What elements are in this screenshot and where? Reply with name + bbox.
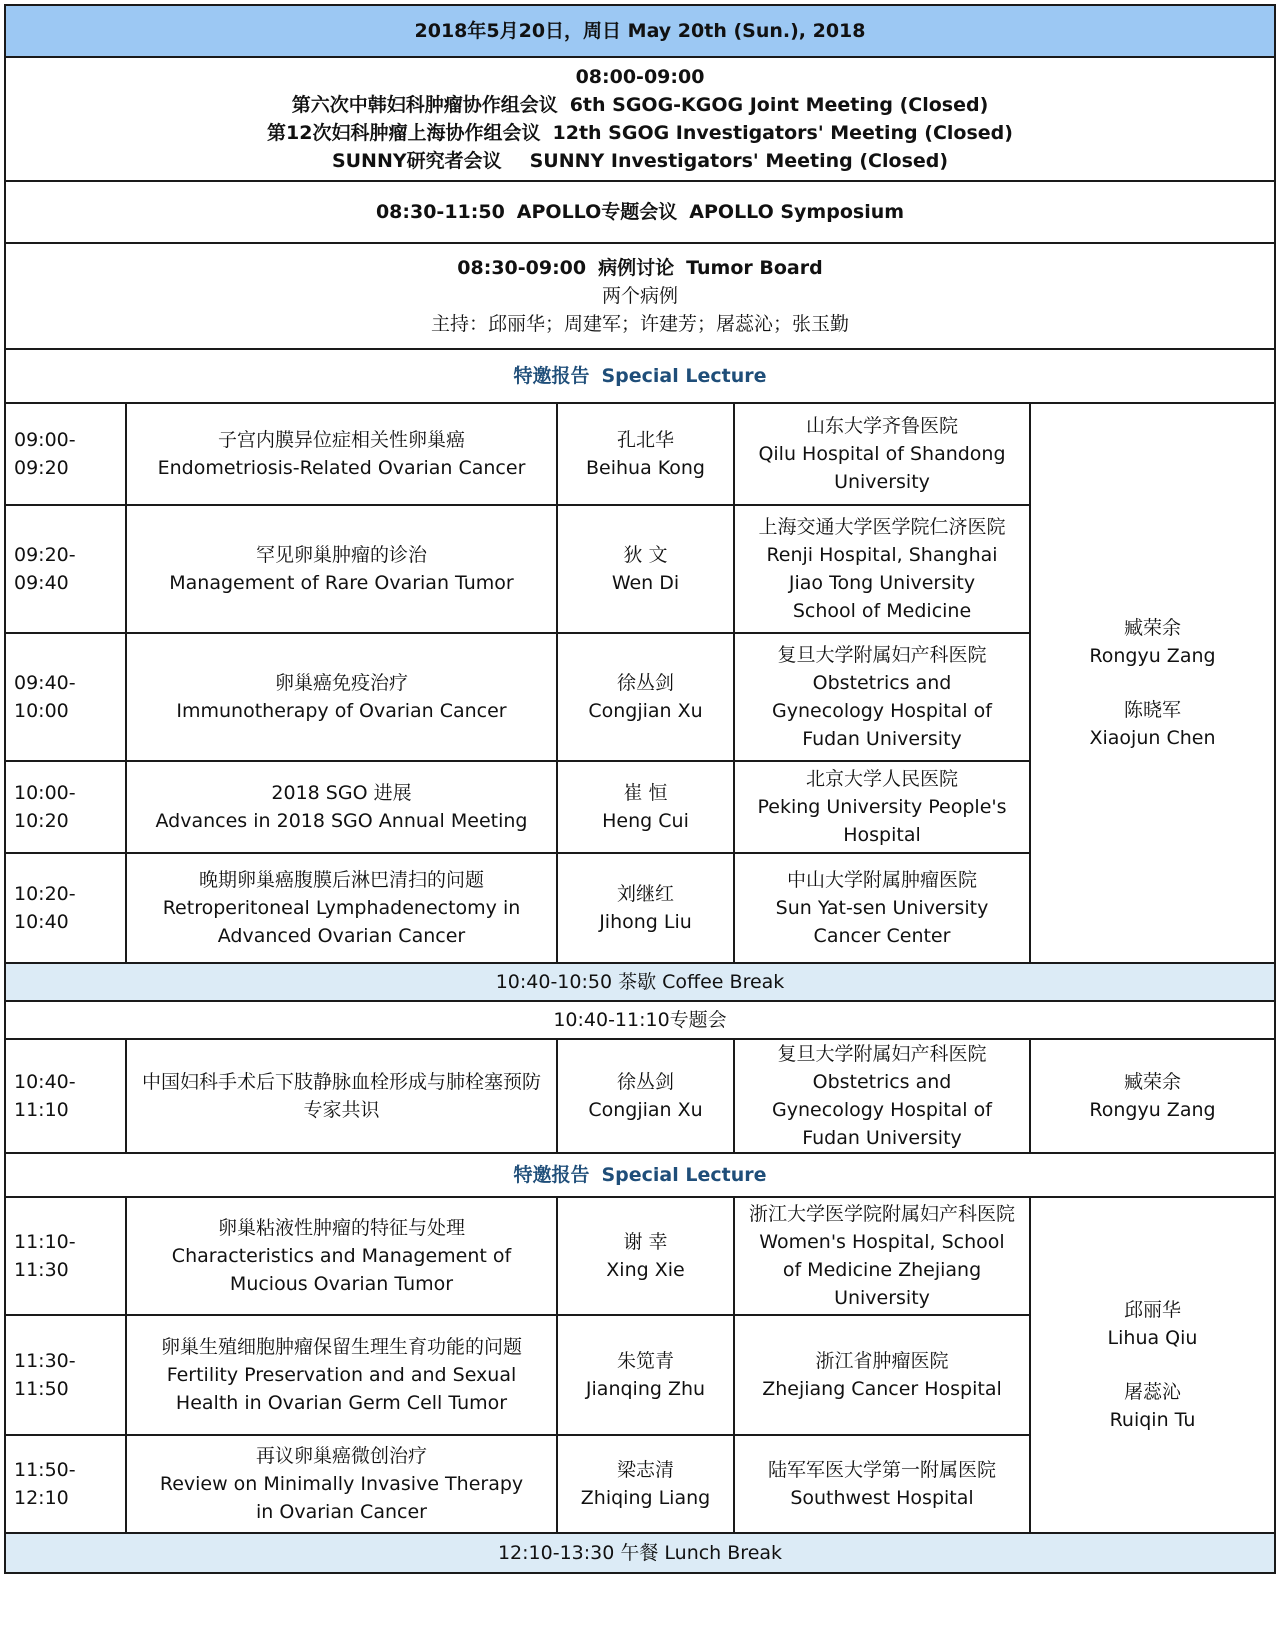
tumor-board [5, 243, 1275, 349]
speaker-cell: 狄 文 Wen Di [557, 505, 734, 633]
tumor-board-hosts: 主持：邱丽华；周建军；许建芳；屠蕊沁；张玉勤 [430, 313, 849, 335]
closed-meetings-time: 08:00-09:00 [575, 66, 705, 88]
agenda [4, 4, 1274, 1574]
speaker-cell: 刘继红 Jihong Liu [557, 853, 734, 963]
speaker-cell: 朱笕青 Jianqing Zhu [557, 1315, 734, 1435]
tumor-board-title: 08:30-09:00 病例讨论 Tumor Board [457, 257, 823, 279]
closed-meetings [5, 57, 1275, 181]
speaker-cell: 谢 幸 Xing Xie [557, 1197, 734, 1315]
institution-cell: 北京大学人民医院 Peking University People's Hospital [734, 761, 1030, 853]
topic-cell: 卵巢癌免疫治疗 Immunotherapy of Ovarian Cancer [126, 633, 557, 761]
speaker-cell: 梁志清 Zhiqing Liang [557, 1435, 734, 1533]
time-cell: 10:20-10:40 [5, 853, 126, 963]
lunch-break: 12:10-13:30 午餐 Lunch Break [5, 1533, 1275, 1573]
institution-cell: 浙江省肿瘤医院 Zhejiang Cancer Hospital [734, 1315, 1030, 1435]
institution-cell: 上海交通大学医学院仁济医院 Renji Hospital, Shanghai Jiao Tong University School of Medicine [734, 505, 1030, 633]
speaker-cell: 徐丛剑 Congjian Xu [557, 633, 734, 761]
date-header: 2018年5月20日，周日 May 20th (Sun.), 2018 [5, 5, 1275, 57]
closed-meeting-3: SUNNY研究者会议 SUNNY Investigators' Meeting (Closed) [331, 150, 949, 172]
moderator-cell: 臧荣余 Rongyu Zang [1030, 1039, 1275, 1153]
moderator-cell: 臧荣余 Rongyu Zang 陈晓军 Xiaojun Chen [1030, 403, 1275, 963]
special-lecture-header-2: 特邀报告 Special Lecture [5, 1153, 1275, 1197]
topic-cell: 罕见卵巢肿瘤的诊治 Management of Rare Ovarian Tumor [126, 505, 557, 633]
topic-cell: 卵巢生殖细胞肿瘤保留生理生育功能的问题 Fertility Preservation and and Sexual Health in Ovarian Germ Cell Tumor [126, 1315, 557, 1435]
speaker-cell: 崔 恒 Heng Cui [557, 761, 734, 853]
speaker-cell: 徐丛剑 Congjian Xu [557, 1039, 734, 1153]
time-cell: 09:20-09:40 [5, 505, 126, 633]
speaker-cell: 孔北华 Beihua Kong [557, 403, 734, 505]
topic-cell: 再议卵巢癌微创治疗 Review on Minimally Invasive Therapy in Ovarian Cancer [126, 1435, 557, 1533]
time-cell: 11:10-11:30 [5, 1197, 126, 1315]
coffee-break: 10:40-10:50 茶歇 Coffee Break [5, 963, 1275, 1001]
apollo-symposium: 08:30-11:50 APOLLO专题会议 APOLLO Symposium [5, 181, 1275, 243]
table-row [5, 1039, 1275, 1153]
topic-session-header: 10:40-11:10专题会 [5, 1001, 1275, 1039]
special-lecture-header-1: 特邀报告 Special Lecture [5, 349, 1275, 403]
topic-cell: 子宫内膜异位症相关性卵巢癌 Endometriosis-Related Ovarian Cancer [126, 403, 557, 505]
topic-cell: 中国妇科手术后下肢静脉血栓形成与肺栓塞预防专家共识 [126, 1039, 557, 1153]
topic-cell: 卵巢粘液性肿瘤的特征与处理 Characteristics and Management of Mucious Ovarian Tumor [126, 1197, 557, 1315]
time-cell: 09:40-10:00 [5, 633, 126, 761]
institution-cell: 山东大学齐鲁医院 Qilu Hospital of Shandong University [734, 403, 1030, 505]
table-row [5, 1197, 1275, 1315]
time-cell: 10:40-11:10 [5, 1039, 126, 1153]
agenda-table [4, 4, 1276, 1574]
institution-cell: 复旦大学附属妇产科医院 Obstetrics and Gynecology Hospital of Fudan University [734, 1039, 1030, 1153]
time-cell: 10:00-10:20 [5, 761, 126, 853]
moderator-cell: 邱丽华 Lihua Qiu 屠蕊沁 Ruiqin Tu [1030, 1197, 1275, 1533]
tumor-board-sub: 两个病例 [601, 285, 678, 307]
time-cell: 09:00-09:20 [5, 403, 126, 505]
closed-meeting-1: 第六次中韩妇科肿瘤协作组会议 6th SGOG-KGOG Joint Meeting (Closed) [291, 94, 989, 116]
closed-meeting-2: 第12次妇科肿瘤上海协作组会议 12th SGOG Investigators' Meeting (Closed) [267, 122, 1013, 144]
time-cell: 11:30-11:50 [5, 1315, 126, 1435]
institution-cell: 复旦大学附属妇产科医院 Obstetrics and Gynecology Hospital of Fudan University [734, 633, 1030, 761]
time-cell: 11:50-12:10 [5, 1435, 126, 1533]
topic-cell: 2018 SGO 进展 Advances in 2018 SGO Annual Meeting [126, 761, 557, 853]
topic-cell: 晚期卵巢癌腹膜后淋巴清扫的问题 Retroperitoneal Lymphadenectomy in Advanced Ovarian Cancer [126, 853, 557, 963]
institution-cell: 中山大学附属肿瘤医院 Sun Yat-sen University Cancer Center [734, 853, 1030, 963]
table-row [5, 403, 1275, 505]
institution-cell: 浙江大学医学院附属妇产科医院 Women's Hospital, School of Medicine Zhejiang University [734, 1197, 1030, 1315]
institution-cell: 陆军军医大学第一附属医院 Southwest Hospital [734, 1435, 1030, 1533]
